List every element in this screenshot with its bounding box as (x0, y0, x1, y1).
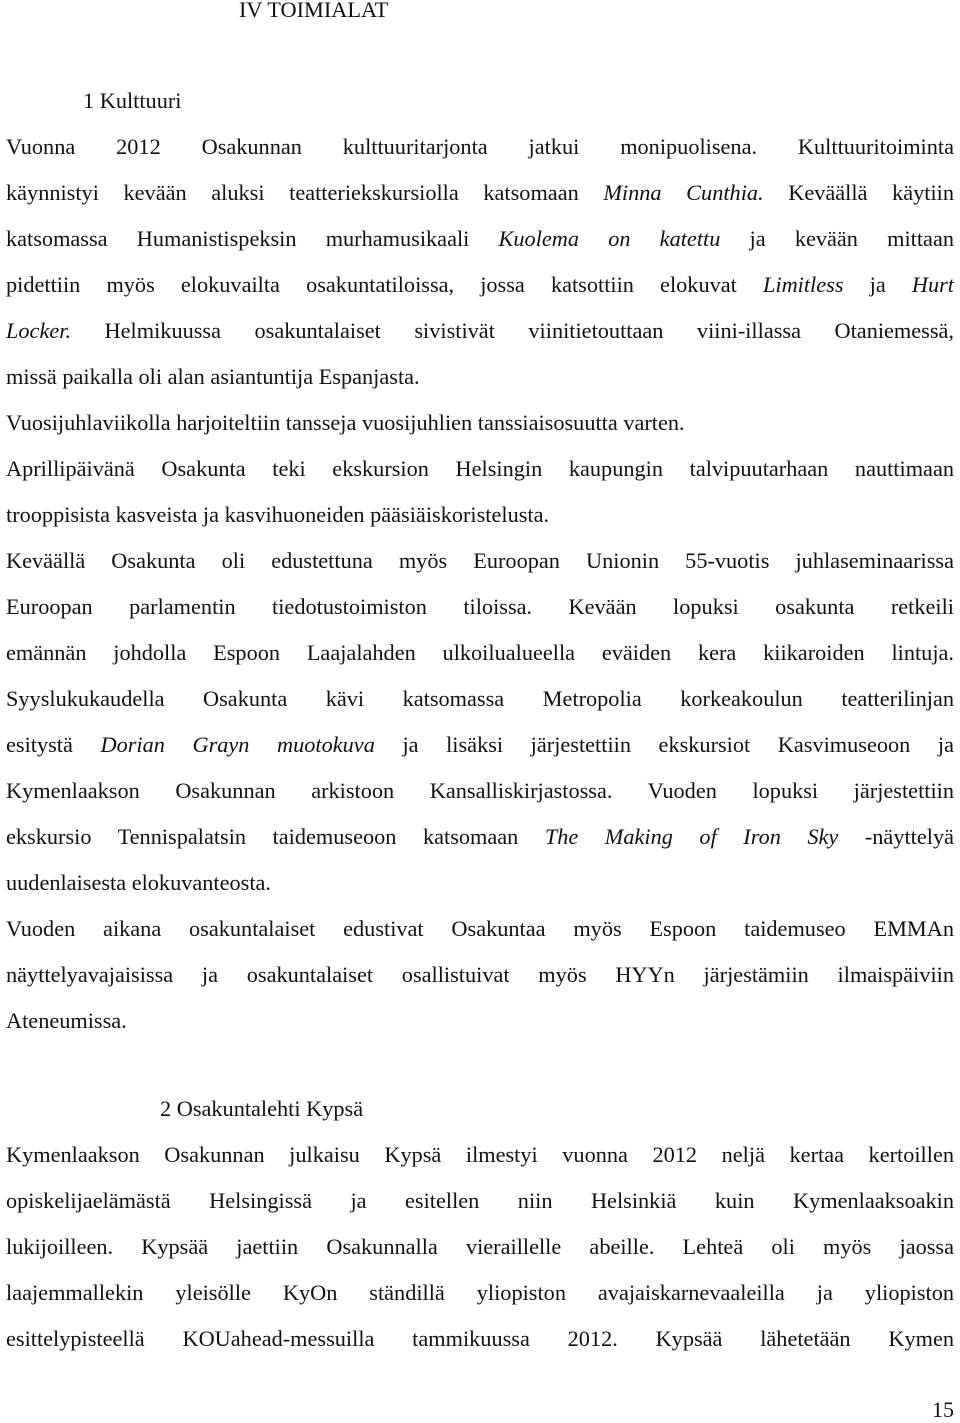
section-heading-kypsa: 2 Osakuntalehti Kypsä (160, 1096, 364, 1121)
italic-title: Kuolema on katettu (498, 226, 721, 251)
italic-title: The Making of Iron Sky (544, 824, 839, 849)
text-run: Vuosijuhlaviikolla harjoiteltiin tansseja vuosijuhlien tanssiaisosuutta varten. (6, 410, 685, 435)
text-run: näyttelyavajaisissa ja osakuntalaiset osallistuivat myös HYYn järjestämiin ilmaispäiviin (6, 962, 954, 987)
text-line (6, 1006, 127, 1036)
text-line (6, 362, 420, 392)
text-run: Vuoden aikana osakuntalaiset edustivat Osakuntaa myös Espoon taidemuseo EMMAn (6, 916, 954, 941)
text-run: missä paikalla oli alan asiantuntija Espanjasta. (6, 364, 420, 389)
text-line (6, 1278, 954, 1308)
text-line (6, 546, 954, 576)
text-line (6, 822, 954, 852)
italic-title: Locker. (6, 318, 72, 343)
text-line (6, 178, 954, 208)
text-run: Euroopan parlamentin tiedotustoimiston tiloissa. Kevään lopuksi osakunta retkeili (6, 594, 954, 619)
text-run: Kymenlaakson Osakunnan julkaisu Kypsä ilmestyi vuonna 2012 neljä kertaa kertoillen (6, 1142, 954, 1167)
text-line (6, 1324, 954, 1354)
text-run: ja lisäksi järjestettiin ekskursiot Kasvimuseoon ja (374, 732, 954, 757)
text-run: Keväällä Osakunta oli edustettuna myös Euroopan Unionin 55-vuotis juhlaseminaarissa (6, 548, 954, 573)
text-line (6, 1140, 954, 1170)
text-line (6, 270, 954, 300)
text-line (6, 914, 954, 944)
text-line (6, 1232, 954, 1262)
section-heading-kulttuuri: 1 Kulttuuri (83, 88, 182, 113)
text-run: ja kevään mittaan (720, 226, 954, 251)
text-run: käynnistyi kevään aluksi teatteriekskursiolla katsomaan (6, 180, 604, 205)
chapter-title: IV TOIMIALAT (239, 0, 389, 22)
text-run: esittelypisteellä KOUahead-messuilla tammikuussa 2012. Kypsää lähetetään Kymen (6, 1326, 954, 1351)
text-line (6, 776, 954, 806)
text-run: pidettiin myös elokuvailta osakuntatiloissa, jossa katsottiin elokuvat (6, 272, 763, 297)
text-line (6, 730, 954, 760)
text-run: Syyslukukaudella Osakunta kävi katsomassa Metropolia korkeakoulun teatterilinjan (6, 686, 954, 711)
text-run: emännän johdolla Espoon Laajalahden ulkoilualueella eväiden kera kiikaroiden lintuja. (6, 640, 954, 665)
italic-title: Minna Cunthia. (603, 180, 764, 205)
text-line (6, 960, 954, 990)
text-run: Keväällä käytiin (763, 180, 954, 205)
text-line (6, 500, 549, 530)
page-number: 15 (932, 1397, 954, 1422)
text-run: Aprillipäivänä Osakunta teki ekskursion Helsingin kaupungin talvipuutarhaan nauttimaan (6, 456, 954, 481)
text-run: esitystä (6, 732, 101, 757)
text-line (6, 1186, 954, 1216)
text-run: ekskursio Tennispalatsin taidemuseoon katsomaan (6, 824, 545, 849)
italic-title: Limitless (762, 272, 844, 297)
text-line (6, 316, 954, 346)
text-run: Vuonna 2012 Osakunnan kulttuuritarjonta jatkui monipuolisena. Kulttuuritoiminta (6, 134, 954, 159)
italic-title: Dorian Grayn muotokuva (100, 732, 375, 757)
text-run: opiskelijaelämästä Helsingissä ja esitellen niin Helsinkiä kuin Kymenlaaksoakin (6, 1188, 954, 1213)
text-line (6, 592, 954, 622)
text-run: uudenlaisesta elokuvanteosta. (6, 870, 272, 895)
text-run: lukijoilleen. Kypsää jaettiin Osakunnalla vieraillelle abeille. Lehteä oli myös jaossa (6, 1234, 954, 1259)
text-line (6, 408, 685, 438)
text-line (6, 454, 954, 484)
text-line (6, 224, 954, 254)
text-line (6, 868, 271, 898)
text-run: Kymenlaakson Osakunnan arkistoon Kansalliskirjastossa. Vuoden lopuksi järjestettiin (6, 778, 954, 803)
text-run: laajemmallekin yleisölle KyOn ständillä yliopiston avajaiskarnevaaleilla ja yliopiston (6, 1280, 954, 1305)
italic-title: Hurt (911, 272, 954, 297)
text-run: Helmikuussa osakuntalaiset sivistivät viinitietouttaan viini-illassa Otaniemessä, (71, 318, 954, 343)
text-run: ja (843, 272, 912, 297)
text-run: -näyttelyä (838, 824, 954, 849)
text-run: trooppisista kasveista ja kasvihuoneiden pääsiäiskoristelusta. (6, 502, 550, 527)
text-run: Ateneumissa. (6, 1008, 127, 1033)
text-line (6, 132, 954, 162)
text-line (6, 684, 954, 714)
text-run: katsomassa Humanistispeksin murhamusikaali (6, 226, 499, 251)
text-line (6, 638, 954, 668)
